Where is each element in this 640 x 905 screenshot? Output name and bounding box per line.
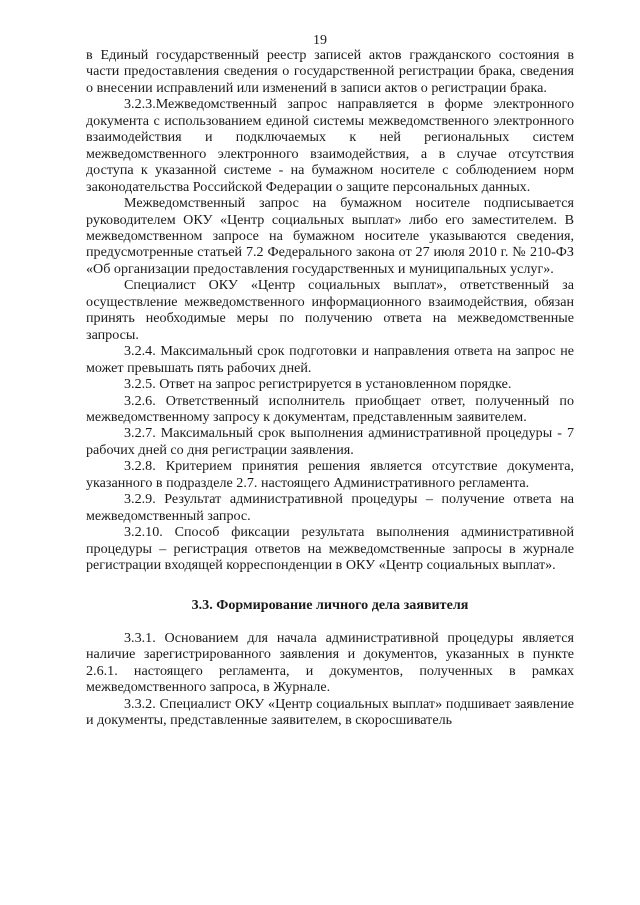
paragraph-3-2-5: 3.2.5. Ответ на запрос регистрируется в установленном порядке. — [124, 376, 512, 393]
paragraph-3-2-6: 3.2.6. Ответственный исполнитель приобщает ответ, полученный по межведомственному запросу к документам, представленным заявителем. — [86, 392, 574, 425]
paragraph-paper-request: Межведомственный запрос на бумажном носителе подписывается руководителем ОКУ «Центр социальных выплат» либо его заместителем. В межведомственном запросе на бумажном носителе указываются сведения, предусмотренные статьей 7.2 Федерального закона от 27 июля 2010 г. № 210-ФЗ «Об организации предоставления государственных и муниципальных услуг». — [86, 195, 574, 277]
paragraph-3-3-2: 3.3.2. Специалист ОКУ «Центр социальных выплат» подшивает заявление и документы, представленные заявителем, в скоросшиватель — [86, 695, 574, 729]
paragraph-3-2-4: 3.2.4. Максимальный срок подготовки и направления ответа на запрос не может превышать пять рабочих дней. — [86, 343, 574, 376]
paragraph-3-3-1: 3.3.1. Основанием для начала административной процедуры является наличие зарегистрированного заявления и документов, указанных в пункте 2.6.1. настоящего регламента, и документов, полученных в рамках межведомственного запроса, в Журнале. — [86, 629, 574, 696]
section-gap-top — [86, 574, 574, 597]
section-gap-bottom — [86, 613, 574, 630]
page-number: 19 — [313, 33, 327, 48]
section-heading: 3.3. Формирование личного дела заявителя — [191, 596, 469, 613]
paragraph-specialist: Специалист ОКУ «Центр социальных выплат», ответственный за осуществление межведомственного информационного взаимодействия, обязан принять необходимые меры по получению ответа на межведомственные запросы. — [86, 277, 574, 343]
paragraph-3-2-3: 3.2.3.Межведомственный запрос направляется в форме электронного документа с использованием единой системы межведомственного электронного взаимодействия и подключаемых к ней региональных систем межведомственного электронного взаимодействия, а в случае отсутствия доступа к указанной системе - на бумажном носителе с соблюдением норм законодательства Российской Федерации о защите персональных данных. — [86, 96, 574, 195]
paragraph-continuation: в Единый государственный реестр записей актов гражданского состояния в части предоставления сведения о государственной регистрации брака, сведения о внесении исправлений или изменений в записи актов о регистрации брака. — [86, 47, 574, 96]
paragraph-3-2-9: 3.2.9. Результат административной процедуры – получение ответа на межведомственный запрос. — [86, 491, 574, 524]
document-body — [86, 47, 574, 729]
paragraph-3-2-7: 3.2.7. Максимальный срок выполнения административной процедуры - 7 рабочих дней со дня регистрации заявления. — [86, 425, 574, 458]
paragraph-3-2-8: 3.2.8. Критерием принятия решения является отсутствие документа, указанного в подразделе 2.7. настоящего Административного регламента. — [86, 458, 574, 491]
paragraph-3-2-10: 3.2.10. Способ фиксации результата выполнения административной процедуры – регистрация ответов на межведомственные запросы в журнале регистрации входящей корреспонденции в ОКУ «Центр социальных выплат». — [86, 524, 574, 574]
